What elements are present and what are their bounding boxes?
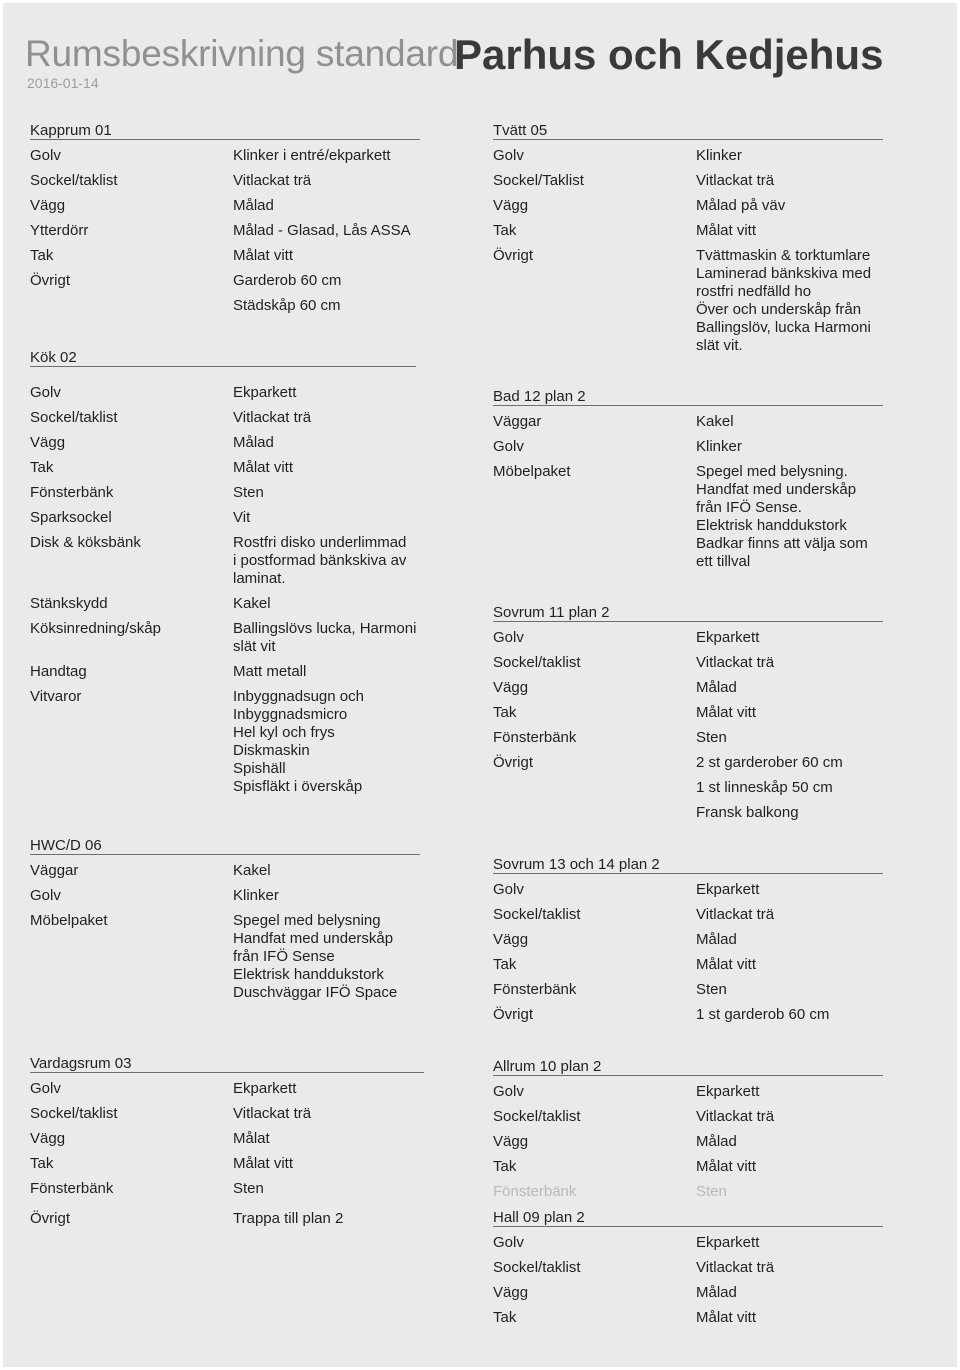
spec-value-line: Ballingslöv, lucka Harmoni xyxy=(696,319,871,336)
spec-value: Vit xyxy=(233,509,251,526)
spec-value: Vitlackat trä xyxy=(233,172,312,189)
spec-row xyxy=(493,956,883,981)
spec-value: Vitlackat trä xyxy=(233,409,312,426)
spec-value-line: Över och underskåp från xyxy=(696,301,862,318)
spec-value-line: Spegel med belysning xyxy=(233,912,381,929)
spec-value: Sten xyxy=(696,1183,727,1200)
spec-value-line: i postformad bänkskiva av xyxy=(233,552,407,569)
spec-label: Väggar xyxy=(30,862,79,879)
spec-value-line: Diskmaskin xyxy=(233,742,310,759)
spec-label: Golv xyxy=(30,887,61,904)
spec-label: Disk & köksbänk xyxy=(30,534,141,551)
section-heading: Tvätt 05 xyxy=(493,123,883,140)
spec-value xyxy=(696,247,883,362)
spec-value xyxy=(233,912,420,1009)
spec-value: Ekparkett xyxy=(233,384,297,401)
spec-row xyxy=(493,1108,883,1133)
spec-value: Klinker xyxy=(233,887,279,904)
spec-row xyxy=(30,1210,424,1235)
spec-row xyxy=(30,534,416,595)
section-sovrum-13-14 xyxy=(493,857,883,1031)
spec-label: Golv xyxy=(493,629,524,646)
spec-value: Kakel xyxy=(696,413,734,430)
spec-row xyxy=(30,887,420,912)
spec-value: Sten xyxy=(696,729,727,746)
section-kapprum xyxy=(30,123,420,322)
spec-value: Vitlackat trä xyxy=(696,172,775,189)
spec-label: Golv xyxy=(493,1083,524,1100)
spec-row xyxy=(493,881,883,906)
spec-row xyxy=(493,413,883,438)
spec-value: Målad xyxy=(233,197,274,214)
spec-row xyxy=(493,804,883,829)
spec-label: Tak xyxy=(493,1309,517,1326)
section-heading: Bad 12 plan 2 xyxy=(493,389,883,406)
spec-label: Golv xyxy=(493,1234,524,1251)
spec-label: Fönsterbänk xyxy=(493,1183,577,1200)
spec-value: Klinker xyxy=(696,438,742,455)
spec-row xyxy=(30,484,416,509)
spec-value: Vitlackat trä xyxy=(696,1108,775,1125)
spec-value: Ekparkett xyxy=(233,1080,297,1097)
spec-row xyxy=(30,459,416,484)
spec-row xyxy=(493,704,883,729)
section-heading: Kapprum 01 xyxy=(30,123,420,140)
spec-row xyxy=(493,438,883,463)
spec-value: Vitlackat trä xyxy=(696,654,775,671)
spec-row xyxy=(30,1180,424,1205)
spec-label: Övrigt xyxy=(30,1210,71,1227)
spec-value-line: slät vit xyxy=(233,638,276,655)
spec-label: Övrigt xyxy=(493,1006,534,1023)
spec-value-line: Spishäll xyxy=(233,760,286,777)
spec-row xyxy=(493,981,883,1006)
spec-value: Ekparkett xyxy=(696,881,760,898)
spec-value-line: Ballingslövs lucka, Harmoni xyxy=(233,620,417,637)
spec-row xyxy=(493,222,883,247)
spec-row xyxy=(493,247,883,362)
spec-label: Ytterdörr xyxy=(30,222,89,239)
spec-value-line: från IFÖ Sense xyxy=(233,948,335,965)
spec-row xyxy=(493,197,883,222)
section-heading: Vardagsrum 03 xyxy=(30,1056,424,1073)
spec-value: Målat vitt xyxy=(233,1155,294,1172)
document-date: 2016-01-14 xyxy=(27,75,99,91)
spec-value-line: Inbyggnadsmicro xyxy=(233,706,348,723)
spec-row xyxy=(30,409,416,434)
spec-row xyxy=(493,679,883,704)
spec-value: Garderob 60 cm xyxy=(233,272,342,289)
spec-label: Sockel/taklist xyxy=(493,1108,581,1125)
spec-label: Möbelpaket xyxy=(30,912,108,929)
spec-label: Vägg xyxy=(493,679,529,696)
spec-value: Målat xyxy=(233,1130,270,1147)
spec-row xyxy=(30,595,416,620)
spec-label: Sockel/taklist xyxy=(30,409,118,426)
spec-row xyxy=(30,272,420,297)
spec-label: Stänkskydd xyxy=(30,595,108,612)
spec-row xyxy=(493,931,883,956)
spec-row xyxy=(493,779,883,804)
spec-row xyxy=(30,862,420,887)
spec-value: Sten xyxy=(696,981,727,998)
spec-value: Målad xyxy=(233,434,274,451)
spec-label: Sockel/Taklist xyxy=(493,172,584,189)
spec-label: Övrigt xyxy=(493,247,534,264)
spec-value: Målat vitt xyxy=(696,1309,757,1326)
spec-row xyxy=(493,729,883,754)
spec-row xyxy=(30,688,416,803)
spec-value-line: från IFÖ Sense. xyxy=(696,499,802,516)
section-tvatt xyxy=(493,123,883,362)
spec-value: Klinker i entré/ekparkett xyxy=(233,147,391,164)
spec-value: Vitlackat trä xyxy=(696,906,775,923)
spec-row xyxy=(30,297,420,322)
spec-value-line: Spegel med belysning. xyxy=(696,463,848,480)
spec-value: Sten xyxy=(233,1180,264,1197)
spec-row xyxy=(493,1006,883,1031)
spec-value-line: rostfri nedfälld ho xyxy=(696,283,812,300)
spec-label: Vägg xyxy=(493,1133,529,1150)
section-bad xyxy=(493,389,883,578)
section-hwc xyxy=(30,838,420,1009)
spec-value: Målad xyxy=(696,931,737,948)
spec-value-line: ett tillval xyxy=(696,553,751,570)
spec-row xyxy=(493,172,883,197)
spec-value: Ekparkett xyxy=(696,629,760,646)
spec-value xyxy=(233,688,416,803)
document-title-bold: Parhus och Kedjehus xyxy=(454,31,884,78)
spec-value-line: laminat. xyxy=(233,570,286,587)
spec-label: Fönsterbänk xyxy=(30,484,114,501)
spec-row xyxy=(30,1130,424,1155)
spec-value: Målad xyxy=(696,679,737,696)
spec-value xyxy=(696,463,883,578)
spec-value: Målat vitt xyxy=(696,956,757,973)
spec-label: Golv xyxy=(30,1080,61,1097)
section-heading: Allrum 10 plan 2 xyxy=(493,1059,883,1076)
spec-label: Väggar xyxy=(493,413,542,430)
section-allrum xyxy=(493,1059,883,1208)
spec-value-line: Hel kyl och frys xyxy=(233,724,335,741)
spec-label: Vägg xyxy=(30,434,66,451)
spec-value: Målad xyxy=(696,1133,737,1150)
spec-row xyxy=(30,663,416,688)
spec-label: Handtag xyxy=(30,663,87,680)
spec-value-line: Rostfri disko underlimmad xyxy=(233,534,407,551)
section-heading: Sovrum 11 plan 2 xyxy=(493,605,883,622)
spec-label: Vägg xyxy=(30,1130,66,1147)
spec-row xyxy=(30,222,420,247)
section-heading: HWC/D 06 xyxy=(30,838,420,855)
spec-row xyxy=(493,463,883,578)
section-sovrum-11 xyxy=(493,605,883,829)
spec-value-line: slät vit. xyxy=(696,337,743,354)
spec-row xyxy=(493,1133,883,1158)
spec-value: Målat vitt xyxy=(696,1158,757,1175)
spec-label: Fönsterbänk xyxy=(30,1180,114,1197)
spec-value xyxy=(233,620,416,663)
spec-value: Trappa till plan 2 xyxy=(233,1210,344,1227)
spec-value: Målat vitt xyxy=(696,704,757,721)
spec-label: Vägg xyxy=(493,931,529,948)
spec-value: Fransk balkong xyxy=(696,804,799,821)
spec-value-line: Handfat med underskåp xyxy=(696,481,857,498)
spec-value: Städskåp 60 cm xyxy=(233,297,341,314)
spec-value: Målat vitt xyxy=(233,459,294,476)
spec-value: 1 st garderob 60 cm xyxy=(696,1006,830,1023)
spec-value: 1 st linneskåp 50 cm xyxy=(696,779,833,796)
section-kok xyxy=(30,350,416,803)
spec-value: Klinker xyxy=(696,147,742,164)
spec-row xyxy=(30,172,420,197)
spec-label: Golv xyxy=(493,438,524,455)
section-vardagsrum xyxy=(30,1056,424,1235)
spec-row xyxy=(30,197,420,222)
spec-value: Målat vitt xyxy=(696,222,757,239)
spec-value: Målat vitt xyxy=(233,247,294,264)
spec-value-line: Laminerad bänkskiva med xyxy=(696,265,872,282)
spec-value-line: Elektrisk handdukstork xyxy=(233,966,384,983)
spec-label: Vägg xyxy=(493,1284,529,1301)
spec-row xyxy=(493,654,883,679)
spec-label: Vägg xyxy=(493,197,529,214)
spec-value: Ekparkett xyxy=(696,1083,760,1100)
section-hall xyxy=(493,1210,883,1334)
spec-label: Sparksockel xyxy=(30,509,112,526)
spec-value: Målad - Glasad, Lås ASSA xyxy=(233,222,411,239)
spec-label: Golv xyxy=(30,384,61,401)
spec-row xyxy=(30,247,420,272)
spec-value-line: Inbyggnadsugn och xyxy=(233,688,364,705)
spec-row xyxy=(493,906,883,931)
spec-value: Vitlackat trä xyxy=(696,1259,775,1276)
spec-value-line: Handfat med underskåp xyxy=(233,930,394,947)
spec-value-line: Badkar finns att välja som xyxy=(696,535,868,552)
spec-label: Tak xyxy=(493,956,517,973)
spec-value: Målad på väv xyxy=(696,197,786,214)
spec-value: Matt metall xyxy=(233,663,307,680)
spec-row xyxy=(493,629,883,654)
spec-row xyxy=(493,1259,883,1284)
spec-row xyxy=(493,1158,883,1183)
spec-label: Sockel/taklist xyxy=(30,172,118,189)
spec-value-line: Elektrisk handdukstork xyxy=(696,517,847,534)
spec-value: Vitlackat trä xyxy=(233,1105,312,1122)
spec-label: Tak xyxy=(30,247,54,264)
spec-value: Ekparkett xyxy=(696,1234,760,1251)
spec-label: Möbelpaket xyxy=(493,463,571,480)
spec-label: Sockel/taklist xyxy=(493,654,581,671)
spec-row xyxy=(30,384,416,409)
spec-row xyxy=(493,1309,883,1334)
spec-label: Fönsterbänk xyxy=(493,981,577,998)
spec-value: Kakel xyxy=(233,862,271,879)
spec-label: Golv xyxy=(493,881,524,898)
spec-label: Tak xyxy=(30,1155,54,1172)
spec-row xyxy=(493,1234,883,1259)
spec-row xyxy=(30,1155,424,1180)
spec-row xyxy=(493,754,883,779)
spec-row xyxy=(493,1083,883,1108)
document-title-light: Rumsbeskrivning standard xyxy=(25,33,459,74)
spec-value xyxy=(233,534,416,595)
spec-value: Sten xyxy=(233,484,264,501)
spec-value: 2 st garderober 60 cm xyxy=(696,754,843,771)
spec-label: Sockel/taklist xyxy=(493,906,581,923)
spec-value-line: Tvättmaskin & torktumlare xyxy=(696,247,871,264)
spec-row xyxy=(30,1080,424,1105)
spec-label: Tak xyxy=(493,1158,517,1175)
spec-label: Fönsterbänk xyxy=(493,729,577,746)
spec-label: Vitvaror xyxy=(30,688,82,705)
spec-row xyxy=(493,1284,883,1309)
section-heading: Hall 09 plan 2 xyxy=(493,1210,883,1227)
spec-label: Övrigt xyxy=(30,272,71,289)
spec-row xyxy=(30,1105,424,1130)
spec-value: Kakel xyxy=(233,595,271,612)
spec-value-line: Spisfläkt i överskåp xyxy=(233,778,363,795)
spec-row xyxy=(30,434,416,459)
spec-label: Golv xyxy=(30,147,61,164)
spec-label: Tak xyxy=(493,222,517,239)
section-heading: Sovrum 13 och 14 plan 2 xyxy=(493,857,883,874)
spec-label: Övrigt xyxy=(493,754,534,771)
spec-row xyxy=(30,620,416,663)
spec-label: Tak xyxy=(493,704,517,721)
spec-row xyxy=(493,1183,883,1208)
spec-row xyxy=(493,147,883,172)
section-heading: Kök 02 xyxy=(30,350,416,367)
spec-value: Målad xyxy=(696,1284,737,1301)
spec-label: Sockel/taklist xyxy=(30,1105,118,1122)
spec-row xyxy=(30,147,420,172)
spec-label: Tak xyxy=(30,459,54,476)
spec-value-line: Duschväggar IFÖ Space xyxy=(233,984,398,1001)
spec-label: Vägg xyxy=(30,197,66,214)
spec-label: Köksinredning/skåp xyxy=(30,620,161,637)
spec-label: Sockel/taklist xyxy=(493,1259,581,1276)
document-page xyxy=(3,3,957,1367)
spec-label: Golv xyxy=(493,147,524,164)
spec-row xyxy=(30,509,416,534)
spec-row xyxy=(30,912,420,1009)
